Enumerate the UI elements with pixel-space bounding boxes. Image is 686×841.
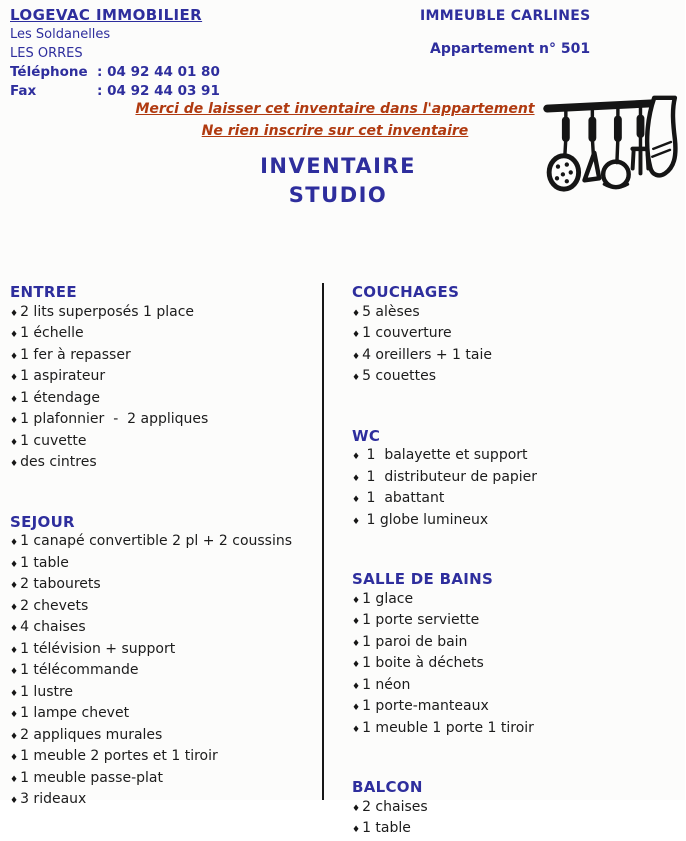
item-label: 1 globe lumineux: [362, 511, 489, 528]
bullet-icon: ♦: [10, 796, 19, 806]
page-title: [0, 152, 676, 210]
inventory-item: [10, 597, 322, 619]
bullet-icon: ♦: [10, 459, 19, 469]
inventory-item: [10, 532, 322, 554]
item-label: des cintres: [20, 454, 97, 470]
section-list: [352, 446, 685, 532]
item-label: 4 oreillers + 1 taie: [362, 346, 492, 363]
inventory-item: [10, 769, 322, 791]
inventory-item: [10, 324, 322, 346]
inventory-item: [352, 511, 685, 533]
inventory-item: [352, 697, 685, 719]
building-header: [420, 8, 591, 57]
inventory-item: [10, 747, 322, 769]
inventory-item: [10, 790, 322, 812]
inventory-section: [10, 513, 322, 812]
inventory-item: [352, 719, 685, 741]
section-title: SEJOUR: [10, 512, 75, 531]
inventory-item: [10, 683, 322, 705]
fax-label: Fax: [10, 83, 37, 99]
item-label: 1 télécommande: [20, 662, 139, 678]
bullet-icon: ♦: [10, 330, 19, 340]
item-label: 3 rideaux: [20, 791, 87, 807]
inventory-item: [10, 367, 322, 389]
item-label: 1 glace: [362, 590, 414, 607]
inventory-item: [352, 654, 685, 676]
bullet-icon: ♦: [10, 416, 19, 426]
agency-name: LOGEVAC IMMOBILIER: [10, 6, 203, 24]
inventory-item: [352, 633, 685, 655]
inventory-columns: [10, 283, 685, 836]
bullet-icon: ♦: [352, 330, 361, 340]
section-title: ENTREE: [10, 283, 77, 301]
inventory-item: [352, 489, 685, 511]
inventory-item: [10, 618, 322, 640]
inventory-item: [10, 389, 322, 411]
section-title: BALCON: [352, 778, 423, 796]
item-label: 2 appliques murales: [20, 726, 163, 743]
item-label: 1 abattant: [362, 490, 445, 506]
inventory-item: [352, 676, 685, 698]
item-label: 1 balayette et support: [362, 447, 528, 463]
inventory-item: [10, 346, 322, 368]
title-line-2: STUDIO: [288, 183, 388, 207]
notice-line-2: Ne rien inscrire sur cet inventaire: [201, 123, 469, 139]
bullet-icon: ♦: [352, 516, 361, 527]
inventory-item: [352, 819, 685, 841]
title-line-1: INVENTAIRE: [260, 154, 416, 178]
bullet-icon: ♦: [352, 473, 361, 484]
inventory-item: [10, 704, 322, 726]
bullet-icon: ♦: [352, 803, 361, 814]
bullet-icon: ♦: [10, 753, 19, 763]
inventory-section: [10, 283, 322, 475]
item-label: 1 étendage: [20, 389, 100, 406]
inventory-item: [10, 410, 322, 432]
section-title: WC: [352, 426, 381, 445]
inventory-item: [352, 798, 685, 820]
agency-city: LES ORRES: [10, 46, 83, 61]
inventory-item: [352, 611, 685, 633]
item-label: 1 plafonnier - 2 appliques: [20, 411, 209, 427]
inventory-section: [352, 283, 685, 389]
bullet-icon: ♦: [10, 731, 19, 742]
item-label: 1 distributeur de papier: [362, 468, 538, 485]
item-label: 4 chaises: [20, 619, 86, 635]
bullet-icon: ♦: [10, 710, 19, 720]
item-label: 1 télévision + support: [20, 640, 176, 657]
fax-number: 04 92 44 03 91: [107, 83, 220, 99]
bullet-icon: ♦: [10, 373, 19, 383]
item-label: 2 chevets: [20, 597, 89, 614]
inventory-item: [352, 324, 685, 346]
inventory-item: [10, 554, 322, 576]
section-list: [352, 303, 685, 389]
inventory-item: [10, 661, 322, 683]
item-label: 1 meuble passe-plat: [20, 769, 163, 786]
bullet-icon: ♦: [10, 394, 19, 405]
inventory-item: [10, 640, 322, 662]
inventory-column-right: [324, 283, 685, 836]
item-label: 1 lustre: [20, 683, 74, 700]
item-label: 1 meuble 2 portes et 1 tiroir: [20, 748, 218, 764]
item-label: 2 lits superposés 1 place: [20, 303, 194, 320]
apartment-number: Appartement n° 501: [430, 41, 591, 57]
item-label: 1 couverture: [362, 325, 452, 341]
inventory-section: [352, 427, 685, 533]
item-label: 1 table: [362, 820, 411, 836]
inventory-item: [10, 575, 322, 597]
bullet-icon: ♦: [10, 581, 19, 591]
bullet-icon: ♦: [352, 638, 361, 649]
bullet-icon: ♦: [10, 559, 19, 570]
bullet-icon: ♦: [10, 602, 19, 613]
section-list: [352, 798, 685, 841]
bullet-icon: ♦: [352, 617, 361, 627]
phone-label: Téléphone: [10, 64, 88, 80]
item-label: 1 néon: [362, 676, 411, 693]
item-label: 1 fer à repasser: [20, 346, 131, 363]
agency-header: [10, 6, 220, 101]
item-label: 1 paroi de bain: [362, 633, 468, 650]
bullet-icon: ♦: [352, 660, 361, 670]
item-label: 1 meuble 1 porte 1 tiroir: [362, 719, 534, 736]
item-label: 2 chaises: [362, 798, 428, 815]
item-label: 1 porte-manteaux: [362, 698, 489, 714]
inventory-item: [352, 303, 685, 325]
inventory-section: [352, 570, 685, 740]
item-label: 1 boite à déchets: [362, 655, 484, 671]
inventory-item: [352, 367, 685, 389]
bullet-icon: ♦: [10, 667, 19, 677]
bullet-icon: ♦: [352, 373, 361, 383]
bullet-icon: ♦: [10, 774, 19, 785]
inventory-item: [10, 303, 322, 325]
bullet-icon: ♦: [352, 452, 361, 462]
inventory-column-left: [10, 283, 324, 807]
bullet-icon: ♦: [10, 688, 19, 699]
phone-separator: :: [97, 64, 103, 80]
inventory-item: [352, 346, 685, 368]
building-name: IMMEUBLE CARLINES: [420, 8, 591, 24]
bullet-icon: ♦: [352, 495, 361, 505]
bullet-icon: ♦: [10, 437, 19, 448]
bullet-icon: ♦: [10, 351, 19, 362]
section-title: COUCHAGES: [352, 283, 460, 301]
item-label: 1 lampe chevet: [20, 705, 130, 721]
section-list: [352, 590, 685, 741]
bullet-icon: ♦: [10, 645, 19, 656]
inventory-item: [10, 453, 322, 475]
bullet-icon: ♦: [10, 538, 19, 548]
bullet-icon: ♦: [352, 724, 361, 735]
bullet-icon: ♦: [10, 308, 19, 319]
item-label: 5 couettes: [362, 368, 437, 384]
item-label: 1 canapé convertible 2 pl + 2 coussins: [20, 533, 293, 549]
section-title: SALLE DE BAINS: [352, 570, 494, 588]
item-label: 1 table: [20, 554, 69, 571]
inventory-item: [352, 468, 685, 490]
inventory-item: [10, 432, 322, 454]
bullet-icon: ♦: [352, 351, 361, 362]
section-list: [10, 532, 322, 812]
bullet-icon: ♦: [352, 825, 361, 835]
notice-line-1: Merci de laisser cet inventaire dans l'appartement: [135, 101, 535, 117]
bullet-icon: ♦: [352, 681, 361, 692]
inventory-item: [10, 726, 322, 748]
inventory-item: [352, 446, 685, 468]
bullet-icon: ♦: [352, 595, 361, 606]
item-label: 1 porte serviette: [362, 612, 480, 628]
bullet-icon: ♦: [352, 308, 361, 319]
item-label: 2 tabourets: [20, 576, 101, 592]
phone-line: [10, 63, 220, 82]
inventory-section: [352, 778, 685, 841]
inventory-item: [352, 590, 685, 612]
agency-residence: Les Soldanelles: [10, 27, 111, 42]
item-label: 1 aspirateur: [20, 368, 106, 384]
phone-number: 04 92 44 01 80: [107, 64, 220, 80]
item-label: 1 échelle: [20, 325, 84, 341]
bullet-icon: ♦: [352, 703, 361, 713]
item-label: 5 alèses: [362, 303, 420, 320]
section-list: [10, 303, 322, 475]
item-label: 1 cuvette: [20, 432, 87, 449]
bullet-icon: ♦: [10, 624, 19, 634]
fax-separator: :: [97, 83, 103, 99]
